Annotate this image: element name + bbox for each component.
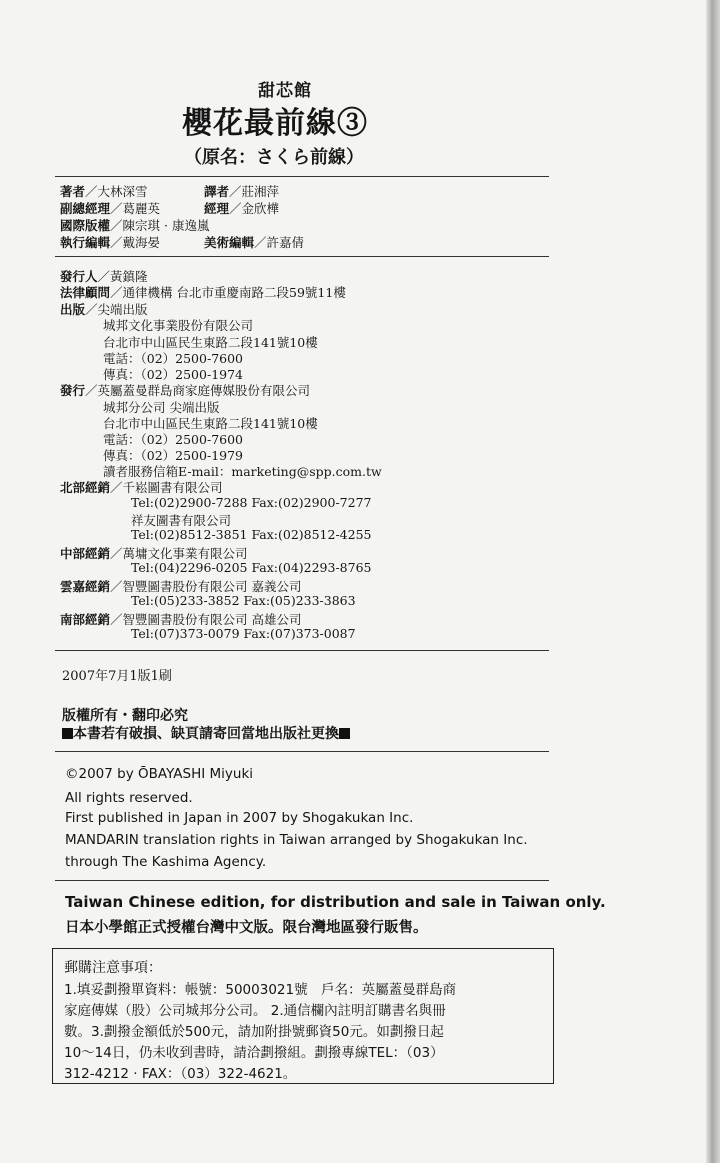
copyright-line: MANDARIN translation rights in Taiwan arranged by Shogakukan Inc. — [65, 832, 528, 848]
issuer-name: 黃鎮隆 — [110, 269, 148, 284]
credit-row: 譯者／莊湘萍 — [204, 184, 280, 199]
distributor-detail: 傳真：（02）2500-1979 — [103, 448, 244, 463]
credit-row: 執行編輯／戴海晏 — [60, 235, 161, 250]
publisher-detail: 台北市中山區民生東路二段141號10樓 — [103, 335, 318, 350]
publisher-detail: 電話：（02）2500-7600 — [103, 351, 244, 366]
regional-company: 萬墉文化事業有限公司 — [122, 546, 248, 561]
mail-order-line: 家庭傳媒（股）公司城邦分公司。 2.通信欄內註明訂購書名與冊 — [64, 1003, 446, 1019]
credit-row: 經理／金欣樺 — [204, 201, 280, 216]
distributor-line: 發行／英屬蓋曼群島商家庭傳媒股份有限公司 — [60, 383, 311, 398]
credit-name: 大林深雪 — [97, 184, 148, 199]
publisher-detail: 城邦文化事業股份有限公司 — [103, 318, 254, 333]
damage-notice-text: 本書若有破損、缺頁請寄回當地出版社更換 — [73, 726, 339, 742]
credit-role: 美術編輯 — [204, 235, 255, 250]
regional-contact: Tel:(02)8512-3851 Fax:(02)8512-4255 — [131, 527, 372, 542]
credit-role: 著者 — [60, 184, 86, 199]
copyright-line: All rights reserved. — [65, 790, 193, 806]
credit-name: 莊湘萍 — [241, 184, 280, 199]
regional-role: 雲嘉經銷 — [60, 579, 111, 594]
credit-row: 副總經理／葛麗英 — [60, 201, 161, 216]
book-spine-edge — [706, 0, 720, 1163]
regional-distributor: 南部經銷／智豐圖書股份有限公司 高雄公司 — [60, 612, 302, 627]
divider — [55, 650, 549, 651]
credit-name: 金欣樺 — [241, 201, 280, 216]
legal-value: 通律機構 台北市重慶南路二段59號11樓 — [122, 285, 346, 300]
credit-name: 陳宗琪 · 康逸嵐 — [122, 218, 210, 233]
taiwan-notice-english: Taiwan Chinese edition, for distribution and sale in Taiwan only. — [65, 893, 606, 911]
regional-contact: Tel:(04)2296-0205 Fax:(04)2293-8765 — [131, 560, 372, 575]
black-square-icon — [339, 728, 350, 739]
distributor-email: 讀者服務信箱E-mail：marketing@spp.com.tw — [103, 464, 382, 479]
mail-order-line: 數。3.劃撥金額低於500元，請加附掛號郵資50元。如劃撥日起 — [64, 1024, 444, 1040]
credit-row: 著者／大林深雪 — [60, 184, 148, 199]
credit-name: 戴海晏 — [122, 235, 161, 250]
copyright-line: through The Kashima Agency. — [65, 854, 267, 870]
mail-order-line: 312-4212 · FAX：（03）322-4621。 — [64, 1066, 297, 1082]
damage-notice — [62, 723, 350, 743]
page-title: 櫻花最前線③ — [182, 106, 368, 141]
legal-line: 法律顧問／通律機構 台北市重慶南路二段59號11樓 — [60, 285, 346, 300]
regional-contact: Tel:(05)233-3852 Fax:(05)233-3863 — [131, 593, 356, 608]
regional-distributor: 北部經銷／千崧圖書有限公司 — [60, 480, 223, 495]
regional-company: 祥友圖書有限公司 — [131, 513, 232, 528]
credit-role: 國際版權 — [60, 218, 111, 233]
black-square-icon — [62, 728, 73, 739]
mail-order-line: 10～14日，仍未收到書時，請洽劃撥組。劃撥專線TEL：（03） — [64, 1045, 444, 1061]
regional-contact: Tel:(02)2900-7288 Fax:(02)2900-7277 — [131, 495, 372, 510]
original-title: （原名：さくら前線） — [184, 147, 364, 168]
credit-role: 譯者 — [204, 184, 230, 199]
credit-role: 經理 — [204, 201, 230, 216]
credit-role: 執行編輯 — [60, 235, 111, 250]
publisher-role: 出版 — [60, 302, 86, 317]
regional-company: 千崧圖書有限公司 — [122, 480, 223, 495]
copyright-line: ©2007 by ŌBAYASHI Miyuki — [65, 766, 254, 782]
distributor-detail: 電話：（02）2500-7600 — [103, 432, 244, 447]
mail-order-heading: 郵購注意事項： — [64, 960, 162, 976]
publisher-label: 甜芯館 — [258, 81, 312, 101]
credit-row: 美術編輯／許嘉倩 — [204, 235, 305, 250]
distributor-detail: 城邦分公司 尖端出版 — [103, 400, 220, 415]
divider — [55, 256, 549, 257]
publisher-detail: 傳真：（02）2500-1974 — [103, 367, 244, 382]
regional-role: 中部經銷 — [60, 546, 111, 561]
divider — [55, 880, 549, 881]
regional-distributor: 雲嘉經銷／智豐圖書股份有限公司 嘉義公司 — [60, 579, 302, 594]
regional-contact: Tel:(07)373-0079 Fax:(07)373-0087 — [131, 626, 356, 641]
regional-distributor: 中部經銷／萬墉文化事業有限公司 — [60, 546, 248, 561]
distributor-name: 英屬蓋曼群島商家庭傳媒股份有限公司 — [97, 383, 311, 398]
edition-date: 2007年7月1版1刷 — [62, 669, 172, 684]
rights-notice: 版權所有・翻印必究 — [62, 708, 188, 724]
copyright-line: First published in Japan in 2007 by Shogakukan Inc. — [65, 810, 414, 826]
credit-name: 葛麗英 — [122, 201, 161, 216]
regional-role: 南部經銷 — [60, 612, 111, 627]
mail-order-line: 1.填妥劃撥單資料：帳號：50003021號 戶名：英屬蓋曼群島商 — [64, 982, 457, 998]
publisher-name: 尖端出版 — [97, 302, 148, 317]
distributor-detail: 台北市中山區民生東路二段141號10樓 — [103, 416, 318, 431]
issuer-line: 發行人／黃鎮隆 — [60, 269, 148, 284]
publisher-line: 出版／尖端出版 — [60, 302, 148, 317]
regional-company: 智豐圖書股份有限公司 嘉義公司 — [122, 579, 302, 594]
legal-role: 法律顧問 — [60, 285, 111, 300]
taiwan-notice-chinese: 日本小學館正式授權台灣中文版。限台灣地區發行販售。 — [65, 920, 428, 936]
regional-company: 智豐圖書股份有限公司 高雄公司 — [122, 612, 302, 627]
distributor-role: 發行 — [60, 383, 86, 398]
regional-role: 北部經銷 — [60, 480, 111, 495]
credit-row: 國際版權／陳宗琪 · 康逸嵐 — [60, 218, 210, 233]
divider — [55, 176, 549, 177]
issuer-role: 發行人 — [60, 269, 98, 284]
credit-name: 許嘉倩 — [266, 235, 305, 250]
credit-role: 副總經理 — [60, 201, 111, 216]
divider — [55, 751, 549, 752]
